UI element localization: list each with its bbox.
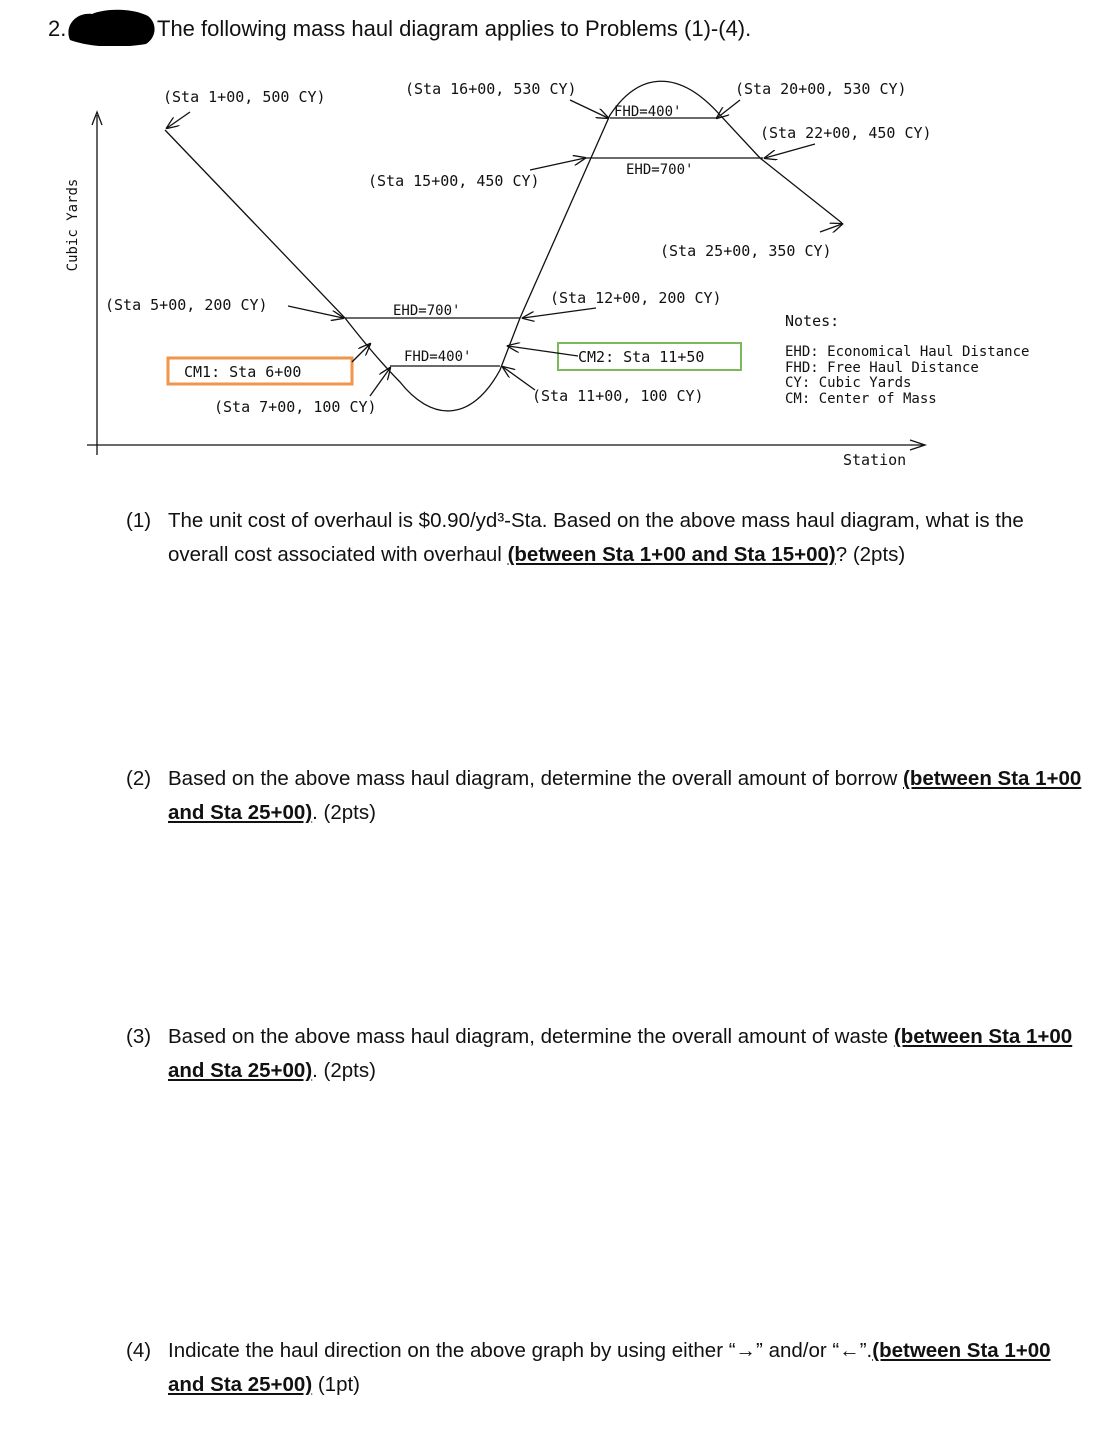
label-ehd-top: EHD=700' [626, 162, 694, 178]
label-sta-7: (Sta 7+00, 100 CY) [214, 398, 377, 416]
y-axis-label: Cubic Yards [65, 178, 81, 272]
note-line: EHD: Economical Haul Distance [785, 344, 1030, 360]
question-text: Based on the above mass haul diagram, determine the overall amount of waste [168, 1025, 894, 1048]
pointer-sta-22 [765, 144, 815, 158]
label-sta-22: (Sta 22+00, 450 CY) [760, 124, 932, 142]
question-range: (between Sta 1+00 and Sta 25+00) [168, 1339, 1051, 1396]
question-text: The unit cost of overhaul is $0.90/yd³-Sta. Based on the above mass haul diagram, what is the overall cost associated with overhaul [168, 509, 1024, 566]
question-points: . (2pts) [312, 801, 376, 824]
note-line: CY: Cubic Yards [785, 375, 912, 391]
pointer-sta-1 [167, 112, 190, 128]
intro-text: The following mass haul diagram applies to Problems (1)-(4). [157, 16, 752, 41]
question-3 [126, 1020, 1086, 1088]
pointer-cm1 [352, 344, 370, 362]
note-line: CM: Center of Mass [785, 391, 937, 407]
label-sta-16: (Sta 16+00, 530 CY) [405, 80, 577, 98]
question-number: (4) [126, 1339, 152, 1362]
pointer-sta-16 [570, 100, 608, 118]
label-sta-1: (Sta 1+00, 500 CY) [163, 88, 326, 106]
cm2-label: CM2: Sta 11+50 [578, 348, 705, 366]
question-2 [126, 762, 1086, 830]
question-range: (between Sta 1+00 and Sta 15+00) [507, 543, 836, 566]
label-sta-20: (Sta 20+00, 530 CY) [735, 80, 907, 98]
question-points: . (2pts) [312, 1059, 376, 1082]
question-points: ? (2pts) [835, 543, 906, 566]
pointer-sta-7 [370, 368, 390, 396]
pointer-sta-11 [503, 367, 535, 390]
label-sta-5: (Sta 5+00, 200 CY) [105, 296, 268, 314]
question-number: (2) [126, 767, 152, 790]
question-number: (1) [126, 509, 152, 532]
mass-haul-diagram [0, 60, 1109, 480]
question-1 [126, 504, 1086, 572]
label-sta-11: (Sta 11+00, 100 CY) [532, 387, 704, 405]
question-number: (3) [126, 1025, 152, 1048]
pointer-sta-15 [530, 158, 585, 170]
question-points: (1pt) [312, 1373, 360, 1396]
label-fhd-top: FHD=400' [614, 104, 682, 120]
label-sta-12: (Sta 12+00, 200 CY) [550, 289, 722, 307]
label-sta-25: (Sta 25+00, 350 CY) [660, 242, 832, 260]
label-sta-15: (Sta 15+00, 450 CY) [368, 172, 540, 190]
pointer-sta-12 [523, 308, 596, 318]
question-text: Based on the above mass haul diagram, determine the overall amount of borrow [168, 767, 903, 790]
question-4 [126, 1334, 1086, 1402]
pointer-sta-25 [820, 224, 842, 232]
note-line: FHD: Free Haul Distance [785, 360, 979, 376]
cm1-label: CM1: Sta 6+00 [184, 363, 302, 381]
notes-title: Notes: [785, 312, 840, 330]
label-fhd-bottom: FHD=400' [404, 349, 472, 365]
question-range: (between Sta 1+00 and Sta 25+00) [168, 1025, 1073, 1082]
redaction-mark [62, 6, 158, 46]
label-ehd-bottom: EHD=700' [393, 303, 461, 319]
question-range: (between Sta 1+00 and Sta 25+00) [168, 767, 1082, 824]
x-axis-label: Station [843, 451, 907, 469]
pointer-sta-20 [717, 100, 740, 118]
question-text: Indicate the haul direction on the above graph by using either “→” and/or “←”. [168, 1339, 873, 1362]
pointer-cm2 [508, 346, 578, 356]
problem-number: 2. [48, 16, 67, 41]
